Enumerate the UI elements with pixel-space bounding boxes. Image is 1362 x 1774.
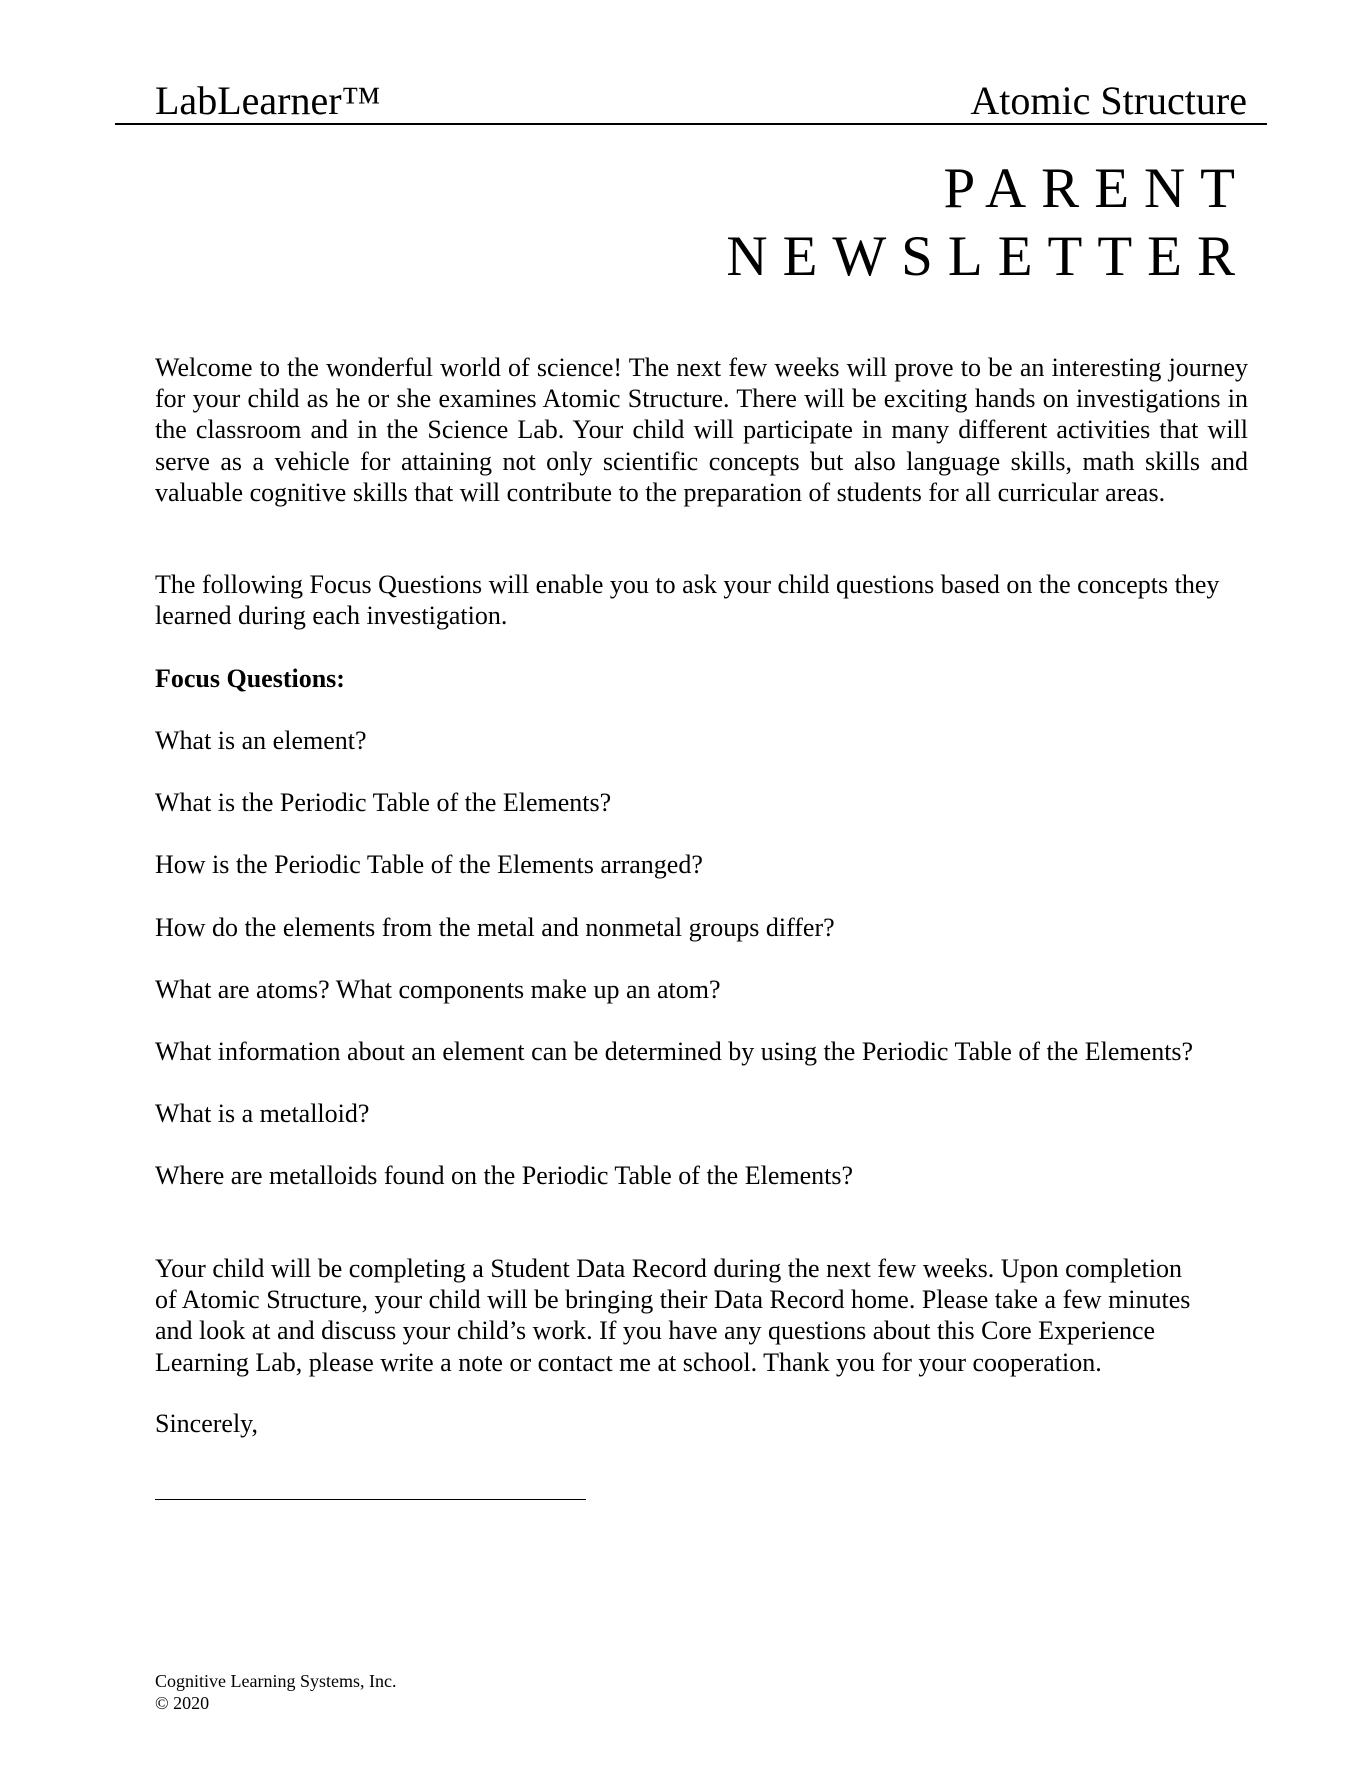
brand-label: LabLearner bbox=[155, 78, 342, 123]
brand-name bbox=[155, 78, 381, 123]
focus-questions-heading: Focus Questions: bbox=[155, 664, 345, 693]
closing-line: of Atomic Structure, your child will be bringing their Data Record home. Please take a few minutes bbox=[155, 1285, 1191, 1315]
closing-line: Your child will be completing a Student Data Record during the next few weeks. Upon completion bbox=[155, 1254, 1183, 1283]
focus-question: What is the Periodic Table of the Elements? bbox=[155, 788, 612, 818]
focus-questions-list bbox=[155, 725, 1255, 1223]
focus-question: What is an element? bbox=[155, 726, 367, 755]
focus-question: How is the Periodic Table of the Elements arranged? bbox=[155, 850, 703, 880]
closing-line: and look at and discuss your child’s work. If you have any questions about this Core Experience bbox=[155, 1316, 1156, 1346]
header-divider bbox=[115, 123, 1267, 125]
intro-paragraph: Welcome to the wonderful world of science! The next few weeks will prove to be an interesting journey for your child as he or she examines Atomic Structure. There will be exciting hands on investigations in the classroom and in the Science Lab. Your child will participate in many different activities that will serve as a vehicle for attaining not only scientific concepts but also language skills, math skills and valuable cognitive skills that will contribute to the preparation of students for all curricular areas. bbox=[155, 353, 1248, 507]
focus-question: What information about an element can be determined by using the Periodic Table of the Elements? bbox=[155, 1036, 1194, 1066]
focus-intro-paragraph: The following Focus Questions will enable you to ask your child questions based on the concepts they learned during each investigation. bbox=[155, 570, 1220, 631]
closing-line: Learning Lab, please write a note or contact me at school. Thank you for your cooperation. bbox=[155, 1347, 1102, 1377]
unit-topic: Atomic Structure bbox=[970, 78, 1247, 123]
focus-question: What are atoms? What components make up an atom? bbox=[155, 974, 721, 1004]
footer-company: Cognitive Learning Systems, Inc. bbox=[155, 1671, 397, 1691]
footer-copyright: © 2020 bbox=[155, 1693, 210, 1713]
trademark-symbol: ™ bbox=[341, 78, 381, 123]
title-line-parent: PARENT bbox=[943, 157, 1250, 220]
title-line-newsletter: NEWSLETTER bbox=[726, 225, 1250, 288]
focus-question: How do the elements from the metal and nonmetal groups differ? bbox=[155, 912, 835, 942]
closing-paragraph bbox=[155, 1253, 1255, 1378]
signature-line bbox=[155, 1499, 586, 1500]
focus-question: What is a metalloid? bbox=[155, 1099, 370, 1129]
signoff: Sincerely, bbox=[155, 1409, 258, 1438]
focus-question: Where are metalloids found on the Periodic Table of the Elements? bbox=[155, 1161, 854, 1191]
